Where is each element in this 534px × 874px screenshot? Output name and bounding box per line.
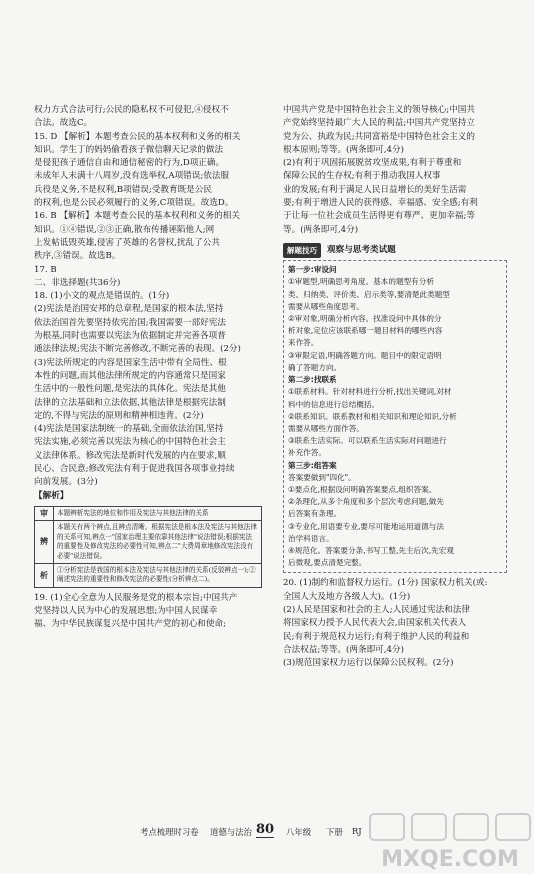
analysis-label: 【解析】 [34, 490, 69, 501]
text-line: 等。(两条即可,4分) [283, 224, 359, 235]
tip-line: 需要从哪些方面作答。 [288, 423, 364, 433]
text-line: 要;有利于增进人民的获得感、幸福感、安全感;有利 [283, 198, 478, 209]
text-line: 向前发展。(3分) [34, 477, 98, 488]
text-line: 17. B [34, 264, 57, 275]
text-line: (3)规范国家权力运行以保障公民权利。(2分) [283, 658, 454, 669]
table-row [35, 563, 262, 587]
page-number: 80 [256, 822, 275, 837]
tip-line: 类、归纳类、评价类、启示类等,要清楚此类题型 [288, 289, 450, 299]
text-line: 义法律体系。修改宪法是新时代发展的内在要求,顺 [34, 450, 226, 461]
tip-line: ②条理化,从多个角度和多个层次考虑问题,做先 [288, 497, 444, 507]
tip-line: ②联系知识。联系教材和相关知识和理论知识,分析 [288, 411, 457, 421]
text-line: 未成年人未满十八周岁,没有选举权,A项错误;依法服 [34, 171, 230, 182]
table-row-key: 审 [35, 506, 54, 520]
table-row-key: 析 [35, 563, 54, 587]
text-line: 全国人大及地方各级人大)。(1分) [283, 591, 411, 602]
table-row [35, 521, 262, 564]
right-text-block [283, 104, 507, 237]
text-line: 秩序,③错误。故选B。 [34, 251, 121, 262]
footer-grade: 八年级 [286, 827, 312, 837]
tip-line: 治学科语言。 [288, 533, 334, 543]
text-line: 法律的立法基础和立法依据,其他法律是根据宪法制 [34, 397, 226, 408]
text-line: 宪法实施,必须完善以宪法为核心的中国特色社会主 [34, 437, 226, 448]
text-line: (2)人民是国家和社会的主人;人民通过宪法和法律 [283, 604, 470, 615]
text-line: 兵役是义务,不是权利,B项错误;受教育既是公民 [34, 184, 212, 195]
text-line: 通法律法规;宪法不断完善修改,不断完善的表现。(2分) [34, 344, 241, 355]
tip-line: 补充作答。 [288, 448, 326, 458]
text-line: 将国家权力授予人民代表大会,由国家机关代表人 [283, 618, 467, 629]
text-line: 福、为中华民族谋复兴是中国共产党的初心和使命; [34, 619, 226, 630]
tip-line: ④规范化。答案要分条,书写工整,先主后次,先宏观 [288, 545, 454, 555]
tip-line: 第三步:组答案 [288, 460, 337, 470]
tip-line: 第二步:找联系 [288, 375, 337, 385]
footer-volume: 下册 [326, 827, 343, 837]
right-column [283, 104, 507, 670]
text-line: (3)宪法所规定的内容是国家生活中带有全局性、根 [34, 357, 227, 368]
tip-line: ①要点化,根据设问明确答案要点,组织答案。 [288, 484, 437, 494]
text-line: 18. (1)小文的观点是错误的。(1分) [34, 291, 170, 302]
text-line: 权力方式合法可行;公民的隐私权不可侵犯,④侵权不 [34, 105, 229, 115]
text-line: 本性的问题,而其他法律所规定的内容通常只是国家 [34, 370, 226, 381]
text-line: 中国共产党是中国特色社会主义的领导核心;中国共 [283, 105, 475, 115]
tip-title: 观察与思考类试题 [327, 244, 396, 255]
text-line: 根本原则;等等。(两条即可,4分) [283, 144, 404, 155]
left-text-block-bottom [34, 592, 262, 632]
watermark-logo [360, 810, 534, 874]
text-line: 生活中的一般性问题,是宪法的具体化。宪法是其他 [34, 384, 226, 395]
tip-line: 后答案有条理。 [288, 509, 342, 519]
text-line: (2)宪法是治国安邦的总章程,是国家的根本法,坚持 [34, 304, 224, 315]
text-line: 合法权益;等等。(两条即可,4分) [283, 644, 404, 655]
text-line: 19. (1)全心全意为人民服务是党的根本宗旨;中国共产 [34, 592, 238, 603]
tip-line: ②审对象,明确分析内容。找准设问中具体的分 [288, 314, 442, 324]
tip-header [283, 243, 507, 258]
tip-line: 确了答题方向。 [288, 362, 342, 372]
tip-line: ①联系材料。针对材料进行分析,找出关键词,对材 [288, 387, 452, 397]
left-column [34, 104, 262, 632]
text-line: 保障公民的生存权;有利于推动我国人权事 [283, 171, 441, 182]
tip-line: ①审题型,明确思考角度。基本的题型有分析 [288, 277, 434, 287]
text-line: 定的,不得与宪法的原则和精神相违背。(2分) [34, 410, 204, 421]
text-line: 15. D 【解析】本题考查公民的基本权利和义务的相关 [34, 131, 241, 142]
table-row [35, 506, 262, 520]
tip-line: 析对象,定位应该联系哪一题目材料的哪些内容 [288, 326, 443, 336]
left-text-block [34, 104, 262, 490]
text-line: 民;有利于规范权力运行;有利于维护人民的利益和 [283, 631, 470, 642]
text-line: (4)宪法是国家法制统一的基础,全面依法治国,坚持 [34, 424, 224, 435]
text-line: 20. (1)制约和监督权力运行。(1分) 国家权力机关(或: [283, 578, 488, 589]
text-line: 是侵犯孩子通信自由和通信秘密的行为,D项正确。 [34, 158, 225, 169]
text-line: 党坚持以人民为中心的发展思想;为中国人民谋幸 [34, 606, 218, 617]
text-line: 民心、合民意;修改宪法有利于促进我国各项事业持续 [34, 464, 235, 475]
table-row-text: 本题辨析宪法的地位和作用及宪法与其他法律的关系 [54, 506, 262, 520]
analysis-table [34, 506, 262, 588]
tip-line: ③联系生活实际。可以联系生活实际对问题进行 [288, 436, 447, 446]
tip-line: ③审限定语,明确答题方向。题目中的限定语明 [288, 350, 442, 360]
tip-box [283, 260, 507, 573]
text-line: 依法治国首先要坚持依宪治国;我国需要一部好宪法 [34, 317, 226, 328]
footer-edition: RJ [352, 826, 362, 836]
text-line: 上发帖诋毁英雄,侵害了英雄的名誉权,扰乱了公共 [34, 237, 220, 248]
text-line: 为根基,同时也需要以宪法为依据制定并完善各项普 [34, 331, 226, 342]
tip-line: 后微观,要点清楚完整。 [288, 558, 367, 568]
text-line: 知识。学生丁的妈妈偷看孩子微信聊天记录的做法 [34, 144, 224, 155]
tip-line: 料中的信息进行总结概括。 [288, 399, 380, 409]
text-line: 知识。①④错误,②③正确,散布传播诬陷他人;网 [34, 224, 215, 235]
tip-line: 来作答。 [288, 338, 319, 348]
footer-subject: 道德与法治 [210, 827, 252, 837]
text-line: (2)有利于巩固拓展脱贫攻坚成果,有利于尊重和 [283, 158, 462, 169]
right-text-block-bottom [283, 577, 507, 670]
tip-line: 答案要做到"四化"。 [288, 472, 356, 482]
tip-line: 需要从哪些角度思考。 [288, 301, 364, 311]
text-line: 业的发展;有利于满足人民日益增长的美好生活需 [283, 184, 467, 195]
text-line: 16. B 【解析】本题考查公民的基本权利和义务的相关 [34, 211, 240, 222]
tip-badge: 解题技巧 [283, 243, 321, 258]
text-line: 二、非选择题(共36分) [34, 277, 121, 288]
table-row-text: 本题关有两个辨点,且辨点清晰。根据宪法是根本法及宪法与其他法律的关系可知,辨点一"国家治理主要依靠其他法律"说法错误;根据宪法的重要性及修改宪法的必要性可知,辨点二"大费周章地修改宪法没有必要"说法错误。 [54, 521, 262, 564]
text-line: 的权利,也是公民必须履行的义务,C项错误。故选D。 [34, 198, 234, 209]
table-row-key: 辨 [35, 521, 54, 564]
tip-line: 第一步:审设问 [288, 265, 337, 275]
text-line: 于让每一位社会成员生活得更有尊严、更加幸福;等 [283, 211, 475, 222]
watermark-text: MXQE.COM [381, 847, 519, 872]
text-line: 党为公、执政为民;共同富裕是中国特色社会主义的 [283, 131, 475, 142]
text-line: 合法。故选C。 [34, 118, 93, 129]
tip-line: ③专业化,用语要专业,要尽可能地运用道德与法 [288, 521, 444, 531]
table-row-text: ①分析宪法是我国的根本法及宪法与其他法律的关系(反驳辨点一);②阐述宪法的重要性和修改宪法的必要性(分析辨点二)。 [54, 563, 262, 587]
text-line: 产党始终坚持最广大人民的利益;中国共产党坚持立 [283, 118, 475, 129]
footer-book: 考点梳理时习卷 [140, 827, 199, 837]
